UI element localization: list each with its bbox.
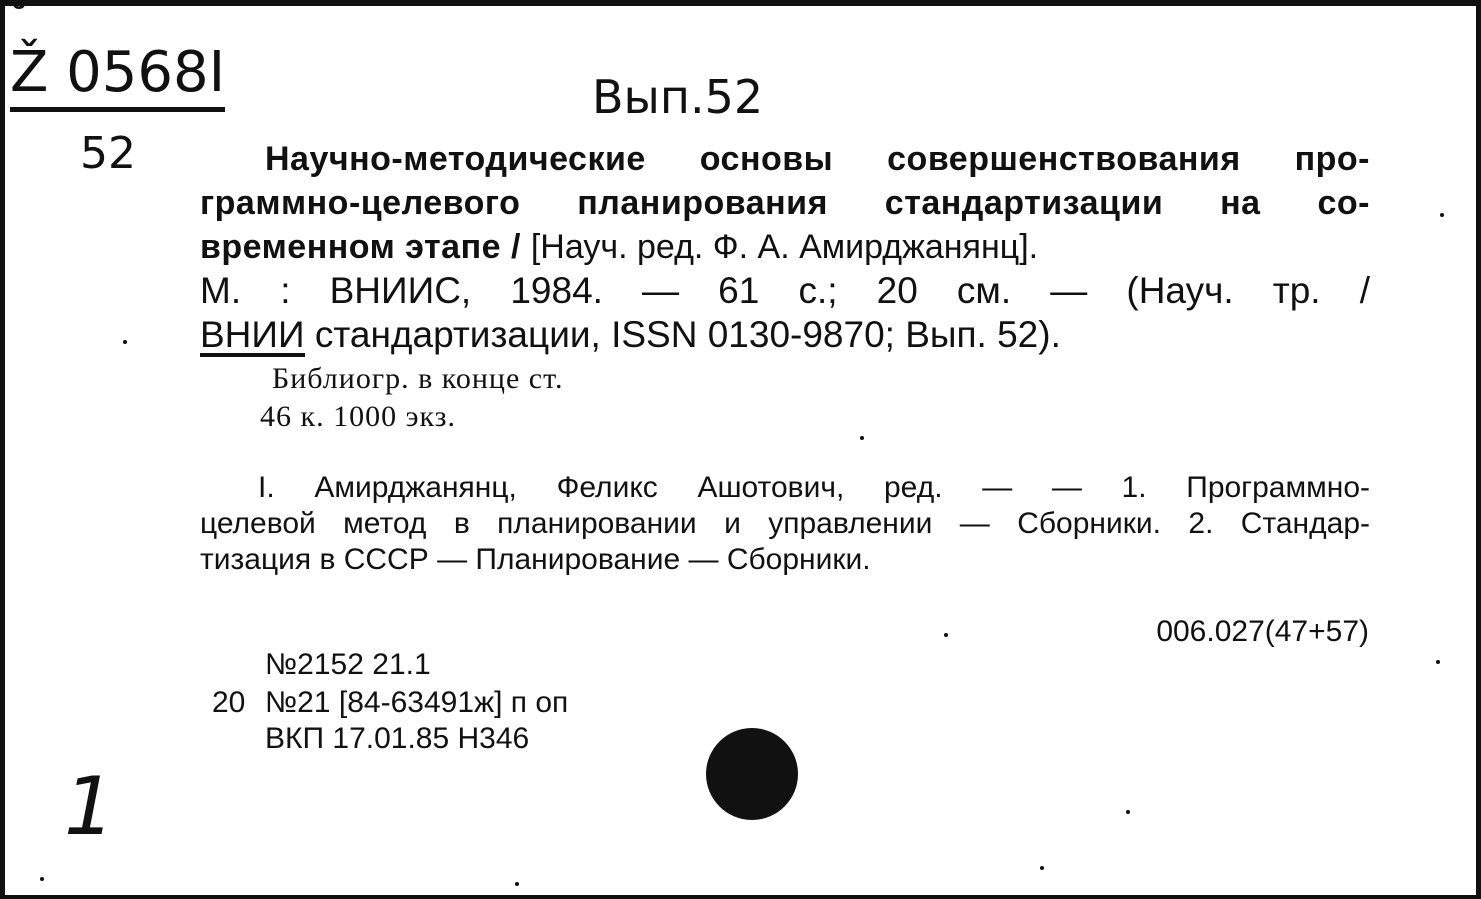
title-block (200, 137, 1370, 357)
tracings (200, 470, 1370, 578)
classification-number: 006.027(47+57) (1156, 615, 1369, 648)
speck (1126, 810, 1130, 814)
speck (123, 340, 127, 344)
card-border-right (1476, 0, 1481, 899)
card-border-top (0, 0, 1481, 6)
card-border-left (0, 0, 5, 899)
title-line-3 (200, 225, 1370, 269)
imprint-underlined-org: ВНИИ (200, 314, 305, 355)
call-number-mark: ˘ (10, 0, 28, 41)
bottom-line-2-prefix: 20 (212, 686, 246, 719)
speck (1436, 660, 1440, 664)
call-number-sub: 52 (80, 128, 136, 179)
title-line-2: граммно-целевого планирования стандартизации на со- (200, 184, 1370, 222)
imprint-line-1: М. : ВНИИС, 1984. — 61 с.; 20 см. — (Науч. тр. / (200, 270, 1370, 311)
imprint-series: стандартизации, ISSN 0130-9870; Вып. 52). (304, 314, 1061, 355)
speck (860, 436, 864, 440)
speck (944, 633, 948, 637)
issue-title: Вып.52 (592, 70, 764, 124)
card-border-bottom (0, 895, 1481, 899)
handwritten-mark: 1 (64, 760, 115, 853)
call-number: Ž 0568I (10, 40, 225, 112)
note-price: 46 к. 1000 экз. (260, 400, 456, 433)
note-bibliography: Библиогр. в конце ст. (272, 362, 564, 395)
bottom-line-2: №21 [84-63491ж] п оп (265, 686, 569, 719)
tracing-line-1: I. Амирджанянц, Феликс Ашотович, ред. — — 1. Программно- (258, 471, 1370, 504)
title-line-1: Научно-методические основы совершенствования про- (265, 140, 1370, 178)
bottom-line-3: ВКП 17.01.85 Н346 (265, 722, 530, 755)
punch-hole (706, 728, 798, 820)
title-editor: [Науч. ред. Ф. А. Амирджанянц]. (530, 228, 1039, 266)
speck (40, 877, 44, 881)
tracing-line-3: тизация в СССР — Планирование — Сборники. (200, 543, 871, 576)
tracing-line-2: целевой метод в планировании и управлении — Сборники. 2. Стандар- (200, 507, 1370, 540)
title-line-3-bold: временном этапе / (200, 228, 531, 266)
speck (1040, 866, 1044, 870)
bottom-line-1: №2152 21.1 (265, 648, 431, 681)
imprint-line-2 (200, 313, 1370, 357)
speck (1440, 213, 1444, 217)
speck (515, 882, 519, 886)
